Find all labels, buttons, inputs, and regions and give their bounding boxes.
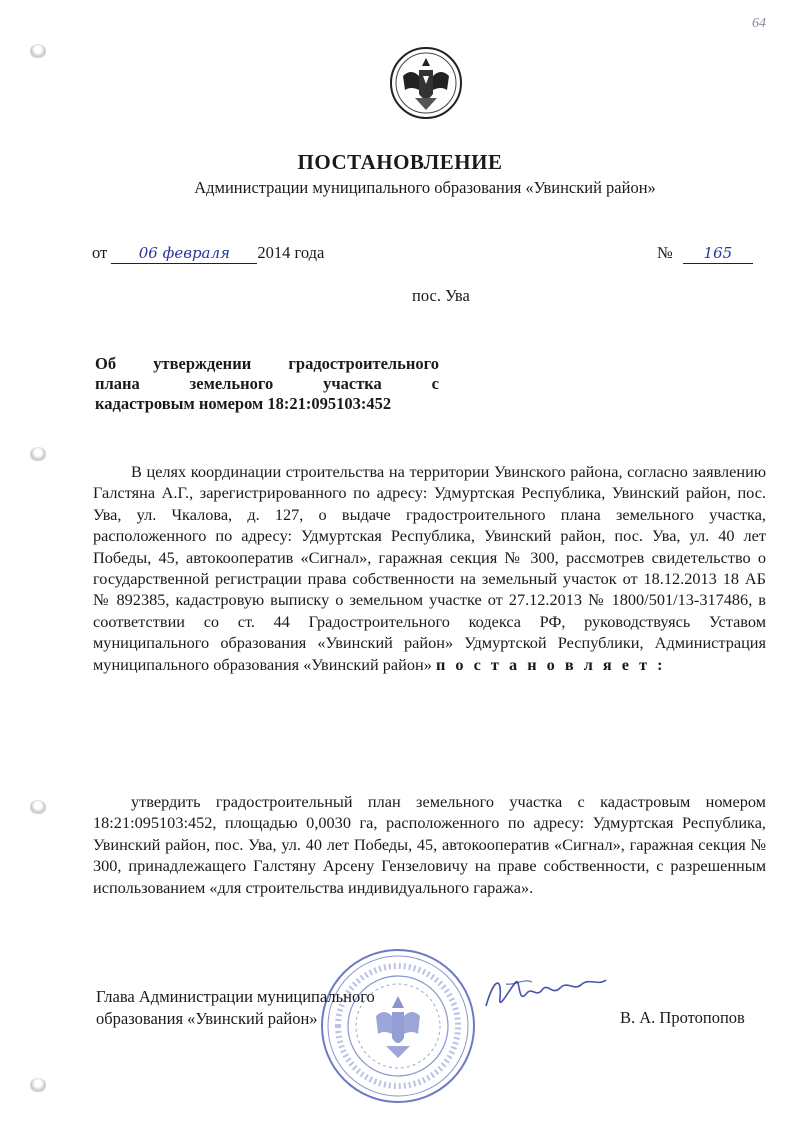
punch-hole-mark [30,800,46,814]
signatory-position [96,986,375,1030]
coat-of-arms-emblem [389,46,463,120]
document-title: ПОСТАНОВЛЕНИЕ [297,150,503,174]
date-prefix: от [92,243,108,262]
document-date [92,243,324,264]
signatory-name: В. А. Протопопов [620,1008,745,1027]
handwritten-signature [480,968,610,1016]
corner-mark: 64 [752,16,766,31]
number-label: № [657,243,673,262]
position-line: образования «Увинский район» [96,1009,318,1028]
punch-hole-mark [30,447,46,461]
decree-word: п о с т а н о в л я е т : [435,654,666,674]
subject-line: плана земельного участка с [95,374,439,393]
preamble-text: В целях координации строительства на территории Увинского района, согласно заявлению Галстяна А.Г., зарегистрированного по адресу: Удмуртская Республика, Увинский район, пос. Ува, ул. Чкалова, д. 127, о выдаче градостроительного плана земельного участка, расположенного по адресу: Удмуртская Республика, Увинский район, пос. Ува, ул. 40 лет Победы, 45, автокооператив «Сигнал», гаражная секция № 300, рассмотрев свидетельство о государственной регистрации права собственности на земельный участок от 18.12.2013 18 АБ № 892385, кадастровую выписку о земельном участке от 27.12.2013 № 1800/501/13-317486, в соответствии со ст. 44 Градостроительного кодекса РФ, руководствуясь Уставом муниципального образования «Увинский район» Удмуртской Республики, Администрация муниципального образования «Увинский район» [93,462,766,674]
preamble-paragraph [93,461,766,675]
subject-line: кадастровым номером 18:21:095103:452 [95,394,392,413]
document-number [657,243,753,264]
issuing-authority: Администрации муниципального образования «Увинский район» [194,178,656,197]
date-handwritten-field [111,243,257,264]
number-handwritten-field [683,243,753,264]
punch-hole-mark [30,44,46,58]
date-handwritten: 06 февраля [138,244,230,262]
subject-line: Об утверждении градостроительного [95,354,439,373]
position-line: Глава Администрации муниципального [96,987,375,1006]
number-handwritten: 165 [703,244,733,262]
date-year: 2014 года [257,243,325,262]
document-subject [95,354,439,414]
punch-hole-mark [30,1078,46,1092]
resolution-paragraph: утвердить градостроительный план земельного участка с кадастровым номером 18:21:095103:452, площадью 0,0030 га, расположенного по адресу: Удмуртская Республика, Увинский район, пос. Ува, ул. 40 лет Победы, 45, автокооператив «Сигнал», гаражная секция № 300, принадлежащего Галстяну Арсену Гензеловичу на праве собственности, с разрешенным использованием «для строительства индивидуального гаража». [93,792,766,897]
place-of-issue: пос. Ува [412,286,470,305]
